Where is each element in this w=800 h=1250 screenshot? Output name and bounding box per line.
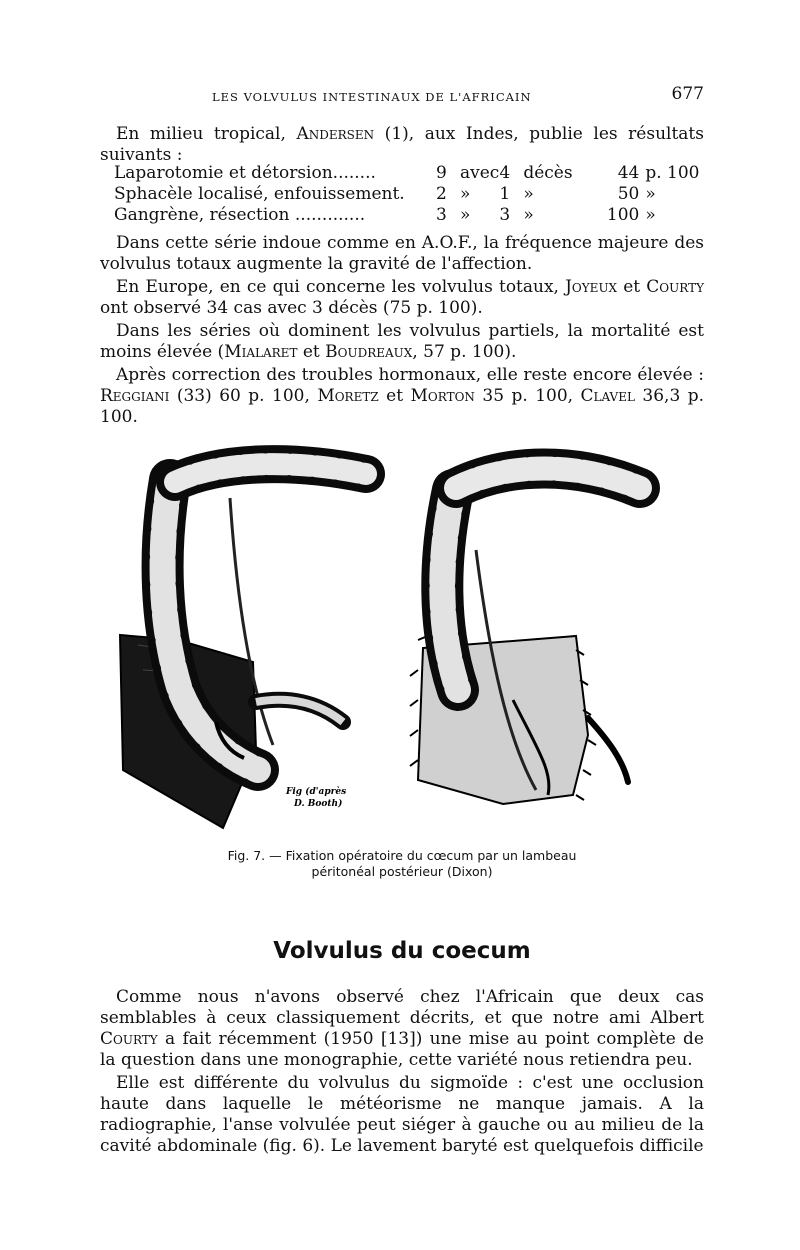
author-name: Moretz — [317, 386, 379, 406]
figure-7-illustration — [118, 440, 668, 835]
table-cell-deaths: 3 — [499, 205, 511, 225]
caption-line: Fig. 7. — Fixation opératoire du cœcum par un lambeau — [227, 848, 577, 863]
table-cell-sep: » — [460, 184, 471, 204]
table-cell-pct: 44 — [617, 163, 640, 183]
paragraph-elle: Elle est différente du volvulus du sigmoïde : c'est une occlusion haute dans laquelle le météorisme ne manque jamais. A la radiographie, l'anse volvulée peut siéger à gauche ou au milieu de la cavité abdominale (fig. 6). Le lavement baryté est quelquefois difficile — [100, 1073, 704, 1156]
results-table — [114, 163, 715, 226]
right-drawing — [410, 469, 640, 805]
author-name: Clavel — [580, 386, 635, 406]
page-number: 677 — [671, 84, 704, 104]
table-cell-deaths-label: » — [523, 184, 534, 204]
table-cell-pct: 100 — [606, 205, 640, 225]
table-cell-label: Sphacèle localisé, enfouissement. — [114, 184, 405, 204]
table-cell-deaths: 1 — [499, 184, 511, 204]
table-cell-n: 9 — [436, 163, 447, 183]
drawing-credit — [285, 786, 346, 809]
author-name: Reggiani — [100, 386, 170, 406]
page-header — [100, 86, 704, 110]
paragraph-apres: Après correction des troubles hormonaux, elle reste encore élevée : Reggiani (33) 60 p. 100, Moretz et Morton 35 p. 100, Clavel 36,3 p. 100. — [100, 365, 704, 427]
author-name: Courty — [646, 277, 704, 297]
author-name: Joyeux — [565, 277, 618, 297]
table-cell-deaths: 4 — [499, 163, 511, 183]
paragraph-indoue: Dans cette série indoue comme en A.O.F., la fréquence majeure des volvulus totaux augmente la gravité de l'affection. — [100, 233, 704, 274]
svg-text:Fig (d'après: Fig (d'après — [286, 787, 347, 797]
intro-paragraph: En milieu tropical, Andersen (1), aux Indes, publie les résultats suivants : — [100, 124, 704, 165]
paragraph-europe: En Europe, en ce qui concerne les volvulus totaux, Joyeux et Courty ont observé 34 cas avec 3 décès (75 p. 100). — [100, 277, 704, 318]
author-name: Mialaret — [224, 342, 298, 362]
table-cell-label: Gangrène, résection ............. — [114, 205, 366, 225]
table-cell-deaths-label: décès — [523, 163, 573, 183]
table-cell-sep: avec — [460, 163, 500, 183]
paragraph-comme: Comme nous n'avons observé chez l'Africain que deux cas semblables à ceux classiquement décrits, et que notre ami Albert Courty a fait récemment (1950 [13]) une mise au point complète de la question dans une monographie, cette variété nous retiendra peu. — [100, 987, 704, 1070]
table-cell-unit: » — [645, 184, 656, 204]
svg-text:D. Booth): D. Booth) — [294, 799, 343, 809]
figure-caption — [100, 848, 704, 880]
table-cell-unit: » — [645, 205, 656, 225]
table-cell-n: 2 — [436, 184, 447, 204]
paragraph-partiels: Dans les séries où dominent les volvulus partiels, la mortalité est moins élevée (Mialaret et Boudreaux, 57 p. 100). — [100, 321, 704, 362]
table-cell-sep: » — [460, 205, 471, 225]
table-cell-n: 3 — [436, 205, 447, 225]
section-title: Volvulus du coecum — [273, 938, 531, 964]
table-row — [114, 184, 715, 205]
table-row — [114, 163, 715, 184]
table-cell-unit: p. 100 — [645, 163, 700, 183]
table-cell-deaths-label: » — [523, 205, 534, 225]
author-name: Boudreaux — [325, 342, 413, 362]
table-row — [114, 205, 715, 226]
author-name: Courty — [100, 1029, 158, 1049]
table-cell-pct: 50 — [617, 184, 640, 204]
left-drawing — [120, 464, 366, 828]
author-name: Andersen — [296, 124, 375, 144]
caption-line: péritonéal postérieur (Dixon) — [311, 864, 493, 879]
author-name: Morton — [410, 386, 475, 406]
running-title: LES VOLVULUS INTESTINAUX DE L'AFRICAIN — [212, 90, 532, 104]
surgical-drawing — [118, 440, 668, 835]
table-cell-label: Laparotomie et détorsion........ — [114, 163, 376, 183]
